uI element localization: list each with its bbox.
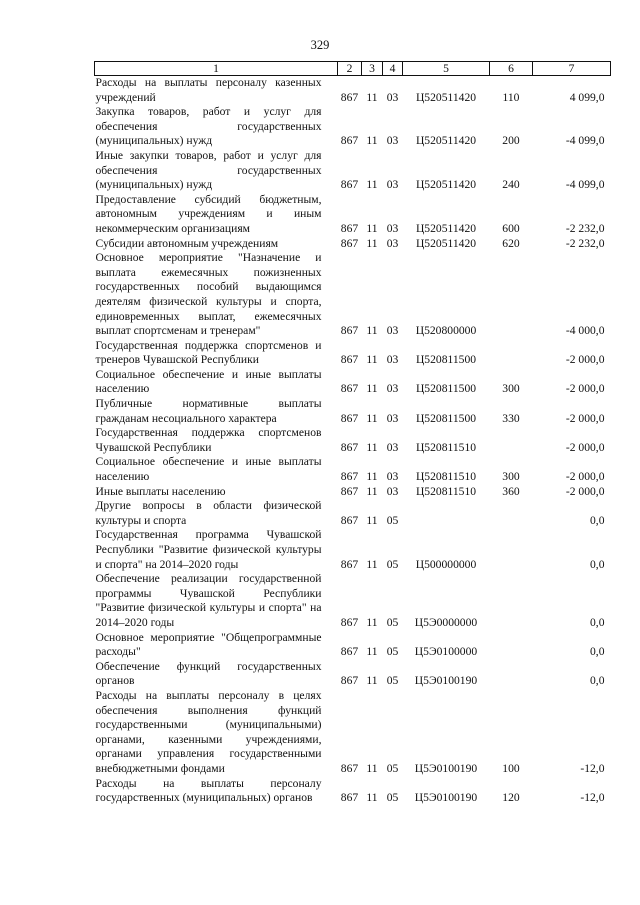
column-header: 3: [362, 62, 383, 76]
column-header: 2: [338, 62, 362, 76]
row-code-6: 240: [502, 178, 520, 192]
row-code-6: 300: [502, 470, 520, 484]
row-code-3: 11: [366, 470, 378, 484]
row-code-2: 867: [340, 484, 359, 498]
table-row: [95, 572, 611, 630]
row-code-6: 620: [502, 236, 520, 250]
budget-table: [94, 61, 611, 806]
row-code-4: 05: [386, 791, 399, 805]
row-code-3: 11: [366, 411, 378, 425]
row-code-2: 867: [340, 645, 359, 659]
row-description: Иные закупки товаров, работ и услуг для обеспечения государственных (муниципальных) нужд: [95, 148, 322, 192]
row-code-6: 200: [502, 134, 520, 148]
row-description: Социальное обеспечение и иные выплаты населению: [95, 367, 322, 396]
row-code-3: 11: [366, 221, 378, 235]
table-row: [95, 777, 611, 806]
row-amount: -2 000,0: [565, 470, 605, 484]
row-code-2: 867: [340, 221, 359, 235]
row-code-2: 867: [340, 513, 359, 527]
row-code-3: 11: [366, 557, 378, 571]
row-code-5: Ц520511420: [415, 178, 477, 192]
row-amount: -4 000,0: [565, 324, 605, 338]
page-number: 329: [310, 38, 330, 52]
table-row: [95, 689, 611, 777]
row-code-4: 05: [386, 557, 399, 571]
row-code-4: 05: [386, 761, 399, 775]
row-amount: -2 000,0: [565, 484, 605, 498]
row-code-5: [403, 499, 490, 528]
row-code-3: 11: [366, 791, 378, 805]
row-description: Субсидии автономным учреждениям: [95, 236, 279, 250]
row-code-2: 867: [340, 90, 359, 104]
row-code-3: 11: [366, 90, 378, 104]
row-description: Публичные нормативные выплаты гражданам несоциального характера: [95, 397, 322, 425]
row-code-6: 120: [502, 791, 520, 805]
row-code-4: 05: [386, 674, 399, 688]
row-code-6: 360: [502, 484, 520, 498]
row-code-3: 11: [366, 440, 378, 454]
row-code-3: 11: [366, 178, 378, 192]
row-code-5: Ц520511420: [415, 221, 477, 235]
row-code-4: 03: [386, 324, 399, 338]
row-code-5: Ц5Э0100000: [414, 645, 478, 659]
row-code-6: 300: [502, 382, 520, 396]
row-amount: 4 099,0: [569, 90, 605, 104]
row-code-4: 03: [386, 221, 399, 235]
row-code-4: 03: [386, 134, 399, 148]
row-code-4: 03: [386, 353, 399, 367]
row-description: Государственная поддержка спортсменов Чувашской Республики: [95, 426, 322, 454]
table-header-row: [95, 62, 611, 76]
row-description: Обеспечение реализации государственной программы Чувашской Республики "Развитие физической культуры и спорта" на 2014–2020 годы: [95, 572, 322, 629]
row-description: Обеспечение функций государственных органов: [95, 659, 322, 688]
table-row: [95, 76, 611, 106]
row-code-4: 03: [386, 236, 399, 250]
row-code-5: Ц500000000: [415, 557, 477, 571]
row-description: Основное мероприятие "Назначение и выплата ежемесячных пожизненных государственных пособий выдающимся деятелям физической культуры и спорта, единовременных выплат, ежемесячных выплат спортсменам и тренерам": [95, 251, 322, 338]
table-row: [95, 105, 611, 149]
row-code-6: 330: [502, 411, 520, 425]
row-amount: -2 000,0: [565, 411, 605, 425]
table-body: [95, 76, 611, 806]
row-code-2: 867: [340, 470, 359, 484]
row-code-6: [490, 251, 533, 339]
column-header: 4: [383, 62, 403, 76]
row-code-4: 05: [386, 615, 399, 629]
row-code-3: 11: [366, 615, 378, 629]
table-row: [95, 455, 611, 484]
row-description: Государственная программа Чувашской Республики "Развитие физической культуры и спорта" на 2014–2020 годы: [95, 528, 322, 571]
row-code-2: 867: [340, 791, 359, 805]
row-code-5: Ц520800000: [415, 324, 477, 338]
row-code-2: 867: [340, 353, 359, 367]
row-code-3: 11: [366, 382, 378, 396]
row-code-6: [490, 528, 533, 572]
row-amount: 0,0: [590, 557, 605, 571]
row-code-3: 11: [366, 513, 378, 527]
row-amount: -12,0: [580, 791, 605, 805]
row-code-3: 11: [366, 645, 378, 659]
row-code-2: 867: [340, 557, 359, 571]
row-code-3: 11: [366, 761, 378, 775]
row-description: Предоставление субсидий бюджетным, автономным учреждениям и иным некоммерческим организациям: [95, 192, 322, 235]
row-code-6: 100: [502, 761, 520, 775]
row-description: Социальное обеспечение и иные выплаты населению: [95, 455, 322, 484]
row-code-4: 03: [386, 90, 399, 104]
table-row: [95, 251, 611, 339]
row-code-6: [490, 339, 533, 368]
row-code-2: 867: [340, 324, 359, 338]
row-code-2: 867: [340, 382, 359, 396]
row-code-5: Ц520811500: [415, 353, 477, 367]
row-code-5: Ц520511420: [415, 236, 477, 250]
row-code-3: 11: [366, 484, 378, 498]
row-code-5: Ц520811510: [415, 470, 477, 484]
table-row: [95, 339, 611, 368]
row-code-6: [490, 426, 533, 455]
table-row: [95, 660, 611, 689]
row-amount: -2 232,0: [565, 236, 605, 250]
row-amount: -2 000,0: [565, 440, 605, 454]
row-description: Иные выплаты населению: [95, 484, 226, 498]
row-code-2: 867: [340, 440, 359, 454]
table-row: [95, 426, 611, 455]
row-amount: -2 000,0: [565, 353, 605, 367]
row-amount: 0,0: [590, 674, 605, 688]
column-header: 5: [403, 62, 490, 76]
table-row: [95, 193, 611, 237]
row-code-4: 03: [386, 178, 399, 192]
row-description: Закупка товаров, работ и услуг для обеспечения государственных (муниципальных) нужд: [95, 105, 322, 148]
row-code-2: 867: [340, 674, 359, 688]
row-description: Расходы на выплаты персоналу в целях обеспечения выполнения функций государственными (муниципальными) органами, казенными учреждениями, органами управления государственными внебюджетными фондами: [95, 688, 322, 775]
row-amount: 0,0: [590, 513, 605, 527]
row-code-6: [490, 499, 533, 528]
table-row: [95, 485, 611, 500]
row-description: Основное мероприятие "Общепрограммные расходы": [95, 630, 322, 659]
row-code-2: 867: [340, 134, 359, 148]
row-code-6: [490, 660, 533, 689]
row-code-4: 05: [386, 513, 399, 527]
row-amount: -2 232,0: [565, 221, 605, 235]
table-row: [95, 397, 611, 426]
row-code-6: 600: [502, 221, 520, 235]
row-code-4: 03: [386, 484, 399, 498]
row-amount: -2 000,0: [565, 382, 605, 396]
row-code-2: 867: [340, 411, 359, 425]
row-code-5: Ц5Э0100190: [414, 761, 478, 775]
row-description: Государственная поддержка спортсменов и тренеров Чувашской Республики: [95, 338, 322, 367]
table-row: [95, 368, 611, 397]
row-code-6: [490, 631, 533, 660]
row-code-5: Ц5Э0000000: [414, 615, 478, 629]
row-code-5: Ц5Э0100190: [414, 674, 478, 688]
row-code-3: 11: [366, 236, 378, 250]
row-code-5: Ц520811500: [415, 382, 477, 396]
row-code-4: 03: [386, 470, 399, 484]
row-code-3: 11: [366, 674, 378, 688]
table-row: [95, 149, 611, 193]
table-row: [95, 631, 611, 660]
row-code-2: 867: [340, 236, 359, 250]
row-code-6: [490, 572, 533, 630]
row-code-3: 11: [366, 134, 378, 148]
row-code-3: 11: [366, 324, 378, 338]
row-amount: -12,0: [580, 761, 605, 775]
row-code-6: 110: [502, 90, 520, 104]
row-code-2: 867: [340, 615, 359, 629]
table-row: [95, 237, 611, 252]
row-amount: 0,0: [590, 615, 605, 629]
column-header: 6: [490, 62, 533, 76]
row-code-5: Ц5Э0100190: [414, 791, 478, 805]
row-description: Расходы на выплаты персоналу государственных (муниципальных) органов: [95, 776, 322, 805]
row-code-5: Ц520811510: [415, 440, 477, 454]
row-description: Расходы на выплаты персоналу казенных учреждений: [95, 76, 322, 104]
row-code-4: 03: [386, 411, 399, 425]
column-header: 7: [533, 62, 611, 76]
row-code-4: 05: [386, 645, 399, 659]
table-row: [95, 528, 611, 572]
row-code-5: Ц520511420: [415, 90, 477, 104]
row-code-2: 867: [340, 761, 359, 775]
row-code-2: 867: [340, 178, 359, 192]
row-code-5: Ц520811500: [415, 411, 477, 425]
row-code-4: 03: [386, 440, 399, 454]
row-amount: 0,0: [590, 645, 605, 659]
row-code-4: 03: [386, 382, 399, 396]
row-code-5: Ц520511420: [415, 134, 477, 148]
table-row: [95, 499, 611, 528]
row-code-3: 11: [366, 353, 378, 367]
column-header: 1: [95, 62, 338, 76]
row-amount: -4 099,0: [565, 134, 605, 148]
row-amount: -4 099,0: [565, 178, 605, 192]
row-description: Другие вопросы в области физической культуры и спорта: [95, 499, 322, 527]
row-code-5: Ц520811510: [415, 484, 477, 498]
